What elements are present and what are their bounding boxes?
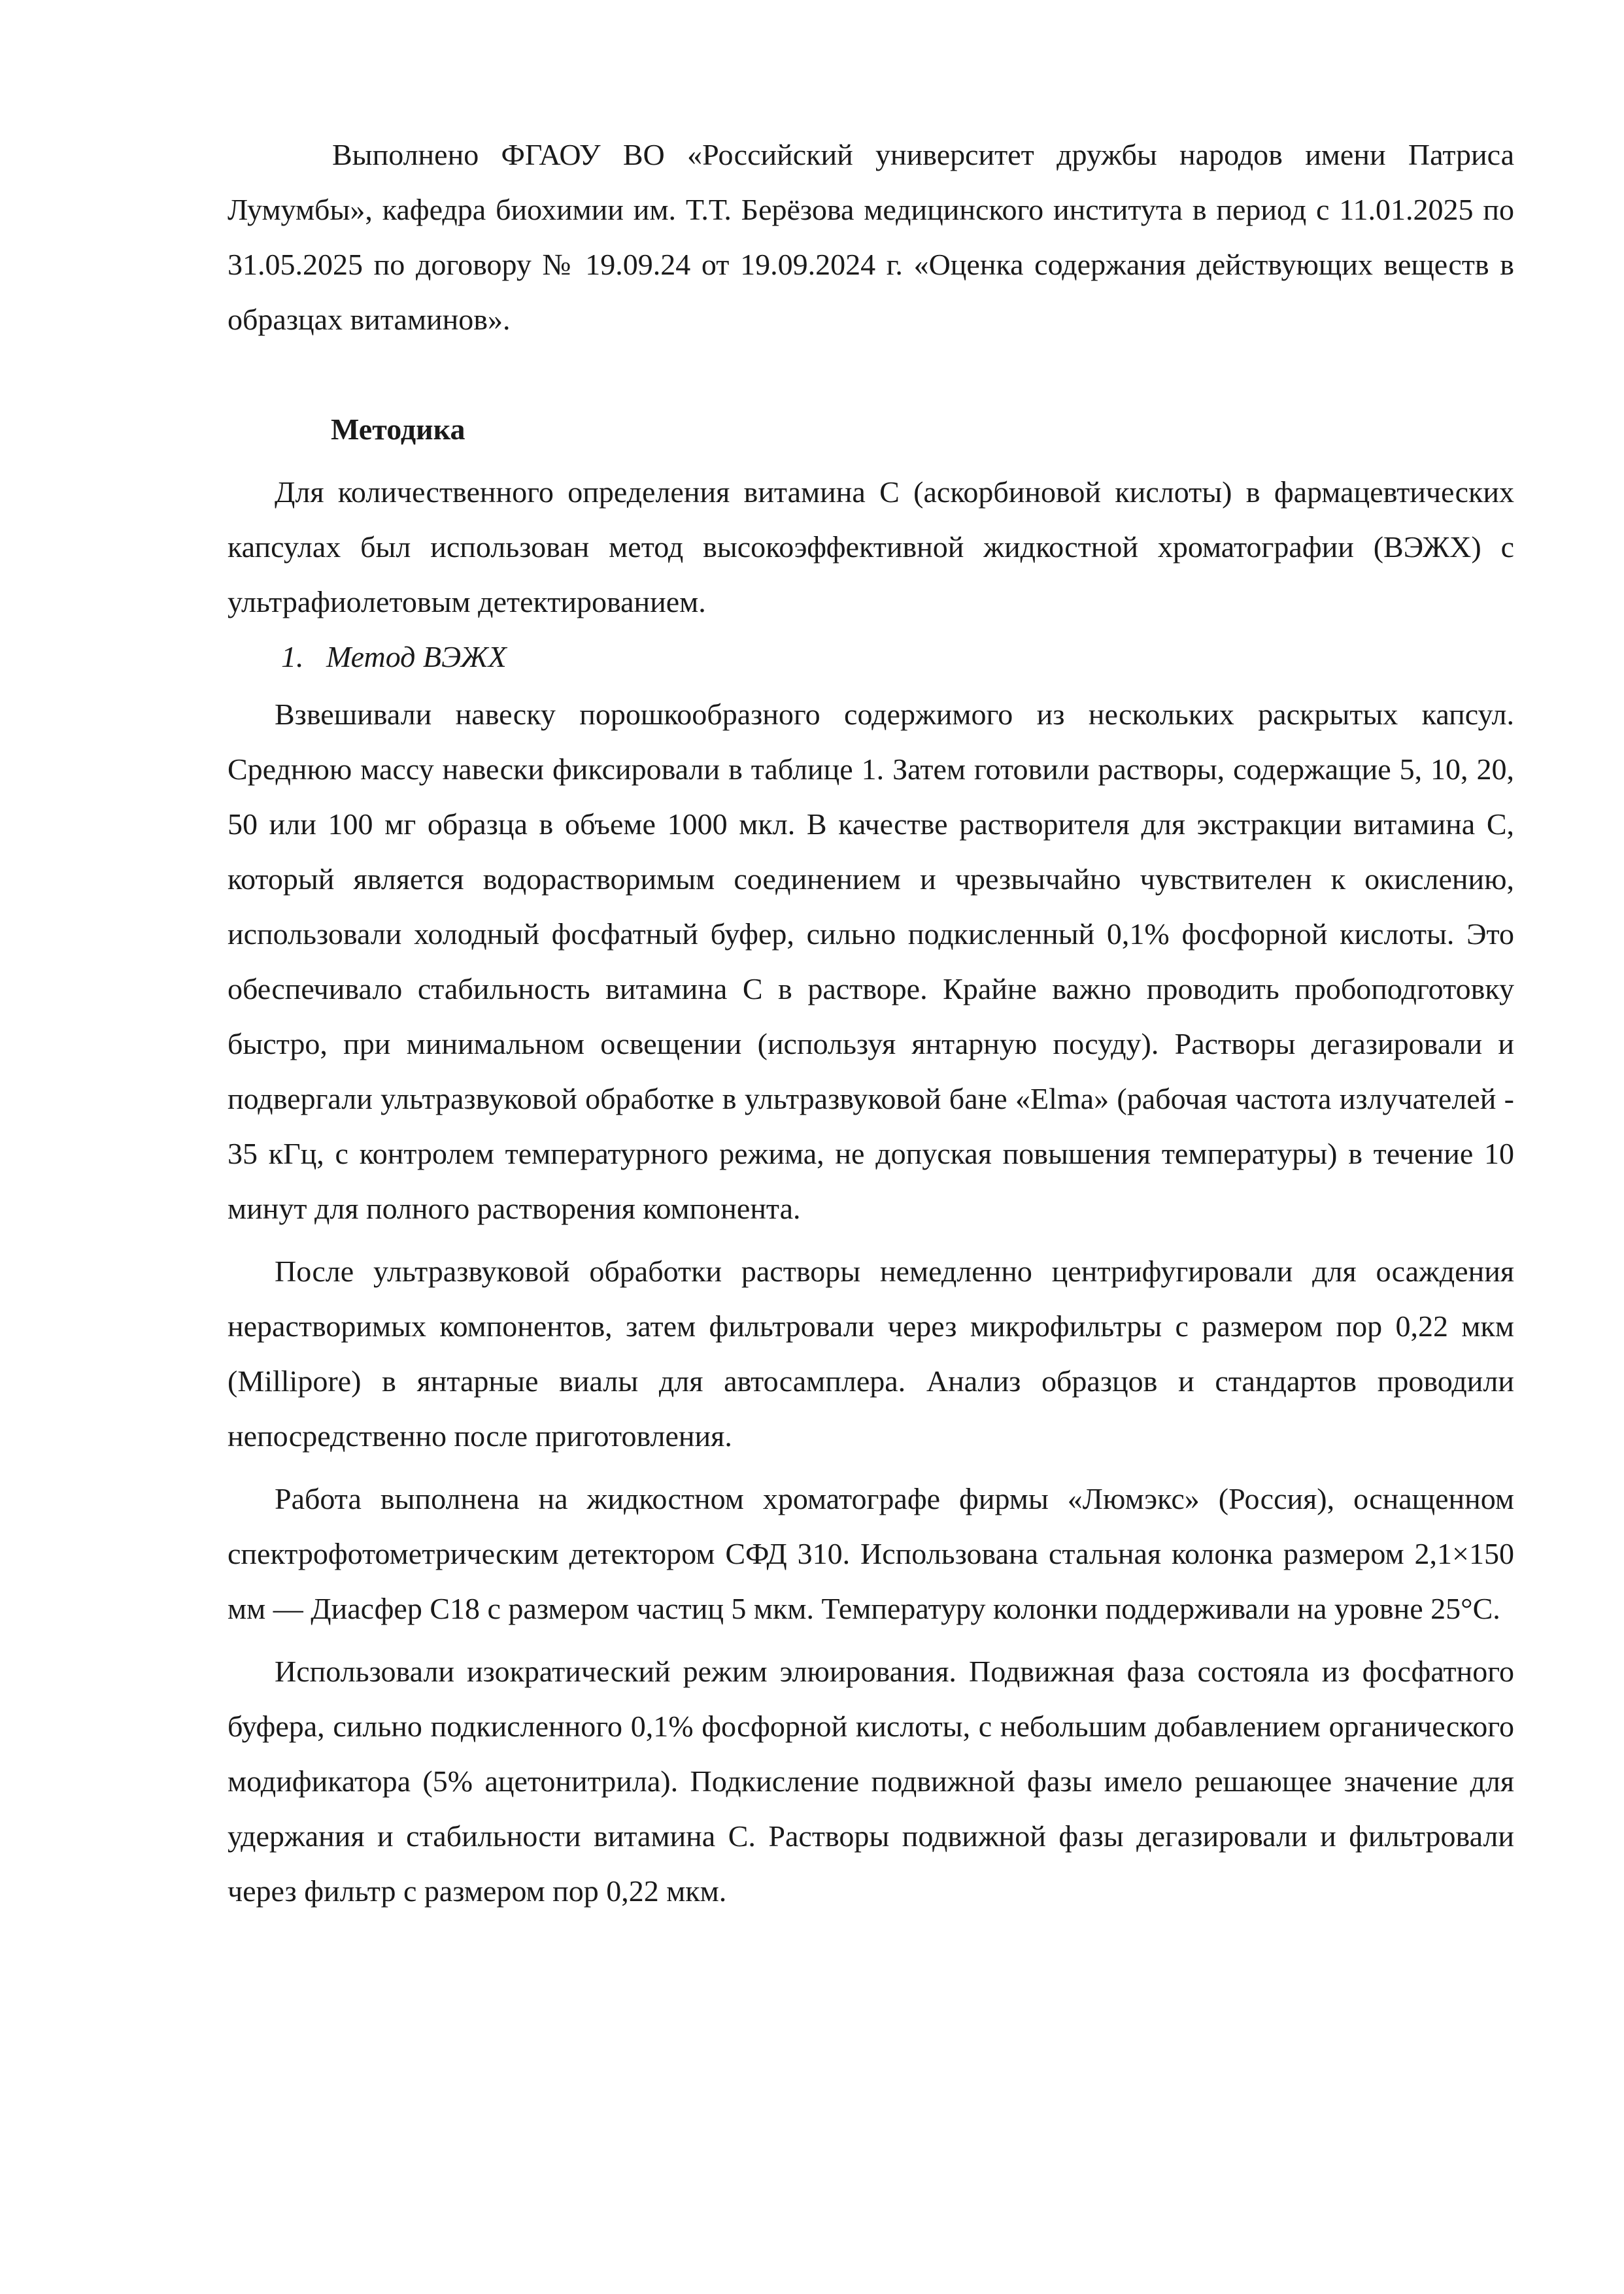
intro-paragraph: Выполнено ФГАОУ ВО «Российский университет дружбы народов имени Патриса Лумумбы», кафедра биохимии им. Т.Т. Берёзова медицинского института в период с 11.01.2025 по 31.05.2025 по договору № 19.09.24 от 19.09.2024 г. «Оценка содержания действующих веществ в образцах витаминов». — [228, 138, 1514, 336]
paragraph: Работа выполнена на жидкостном хроматографе фирмы «Люмэкс» (Россия), оснащенном спектрофотометрическим детектором СФД 310. Использована стальная колонка размером 2,1×150 мм — Диасфер С18 с размером частиц 5 мкм. Температуру колонки поддерживали на уровне 25°С. — [228, 1482, 1514, 1625]
paragraph: Использовали изократический режим элюирования. Подвижная фаза состояла из фосфатного буфера, сильно подкисленного 0,1% фосфорной кислоты, с небольшим добавлением органического модификатора (5% ацетонитрила). Подкисление подвижной фазы имело решающее значение для удержания и стабильности витамина С. Растворы подвижной фазы дегазировали и фильтровали через фильтр с размером пор 0,22 мкм. — [228, 1655, 1514, 1908]
section-title: Методика — [331, 413, 465, 446]
subsection-title: Метод ВЭЖХ — [326, 640, 507, 673]
paragraph: Для количественного определения витамина С (аскорбиновой кислоты) в фармацевтических капсулах был использован метод высокоэффективной жидкостной хроматографии (ВЭЖХ) с ультрафиолетовым детектированием. — [228, 475, 1514, 618]
subsection-heading — [281, 630, 1514, 684]
paragraph: После ультразвуковой обработки растворы немедленно центрифугировали для осаждения нерастворимых компонентов, затем фильтровали через микрофильтры с размером пор 0,22 мкм (Millipore) в янтарные виалы для автосамплера. Анализ образцов и стандартов проводили непосредственно после приготовления. — [228, 1255, 1514, 1453]
paragraph: Взвешивали навеску порошкообразного содержимого из нескольких раскрытых капсул. Среднюю массу навески фиксировали в таблице 1. Затем готовили растворы, содержащие 5, 10, 20, 50 или 100 мг образца в объеме 1000 мкл. В качестве растворителя для экстракции витамина С, который является водорастворимым соединением и чрезвычайно чувствителен к окислению, использовали холодный фосфатный буфер, сильно подкисленный 0,1% фосфорной кислоты. Это обеспечивало стабильность витамина С в растворе. Крайне важно проводить пробоподготовку быстро, при минимальном освещении (используя янтарную посуду). Растворы дегазировали и подвергали ультразвуковой обработке в ультразвуковой бане «Elma» (рабочая частота излучателей - 35 кГц, с контролем температурного режима, не допуская повышения температуры) в течение 10 минут для полного растворения компонента. — [228, 698, 1514, 1225]
subsection-number: 1. — [281, 640, 304, 673]
document-page — [228, 127, 1514, 1919]
